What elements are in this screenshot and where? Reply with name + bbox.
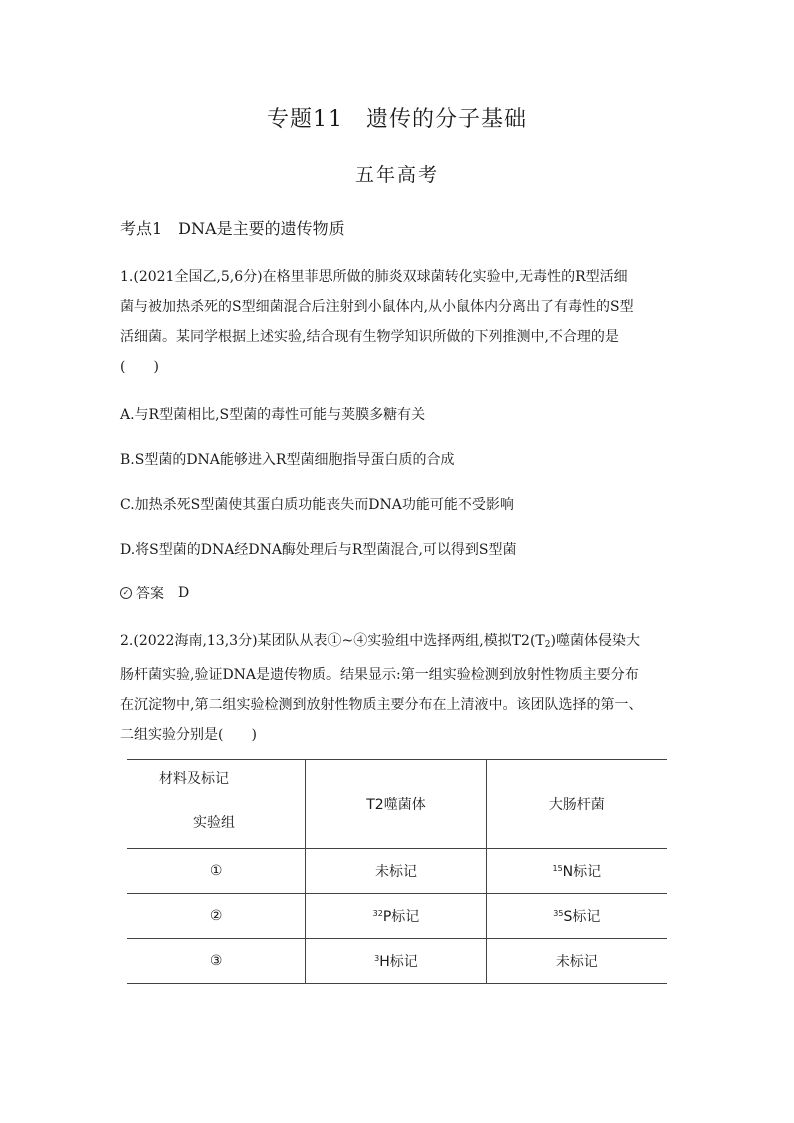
question-2-line-3: 在沉淀物中,第二组实验检测到放射性物质主要分布在上清液中。该团队选择的第一、 [120, 697, 643, 713]
table-row [127, 939, 667, 984]
answer-line [120, 583, 189, 603]
option-b: B.S型菌的DNA能够进入R型菌细胞指导蛋白质的合成 [120, 452, 455, 468]
answer-label: 答案 [136, 586, 164, 602]
ecoli-cell: 未标记 [486, 939, 667, 984]
question-1-line-1: 1.(2021全国乙,5,6分)在格里菲思所做的肺炎双球菌转化实验中,无毒性的R型活细 [120, 269, 628, 285]
question-1-stem [120, 262, 680, 382]
question-2-stem [120, 626, 680, 750]
option-d: D.将S型菌的DNA经DNA酶处理后与R型菌混合,可以得到S型菌 [120, 542, 517, 558]
section-heading: 考点1 DNA是主要的遗传物质 [120, 219, 345, 238]
table-row [127, 849, 667, 894]
question-2-line-1: 2.(2022海南,13,3分)某团队从表①~④实验组中选择两组,模拟$T2(T_2)$噬菌体侵染大 [120, 633, 640, 650]
header-group-label: 实验组 [193, 815, 235, 831]
phage-cell: $^3$H标记 [306, 939, 486, 984]
table-row [127, 894, 667, 939]
group-cell: ② [127, 894, 306, 939]
answer-check-icon: ✓ [120, 587, 132, 599]
answer-value: D [178, 585, 190, 601]
phage-cell: 未标记 [306, 849, 486, 894]
experiment-table [127, 759, 667, 984]
question-2-line-2: 肠杆菌实验,验证DNA是遗传物质。结果显示:第一组实验检测到放射性物质主要分布 [120, 667, 639, 683]
ecoli-cell: $^{15}$N标记 [486, 849, 667, 894]
option-c: C.加热杀死S型菌使其蛋白质功能丧失而DNA功能可能不受影响 [120, 497, 514, 513]
header-phage: T2噬菌体 [306, 760, 486, 849]
ecoli-cell: $^{35}$S标记 [486, 894, 667, 939]
group-cell: ③ [127, 939, 306, 984]
page-subtitle: 五年高考 [354, 164, 439, 186]
phage-cell: $^{32}$P标记 [306, 894, 486, 939]
header-materials-label: 材料及标记 [159, 771, 229, 787]
group-cell: ① [127, 849, 306, 894]
question-1-line-4: ( ) [120, 359, 159, 375]
table-header-row [127, 760, 667, 849]
table-header-diagonal-cell [127, 760, 306, 849]
question-1-line-3: 活细菌。某同学根据上述实验,结合现有生物学知识所做的下列推测中,不合理的是 [120, 329, 619, 345]
question-1-line-2: 菌与被加热杀死的S型细菌混合后注射到小鼠体内,从小鼠体内分离出了有毒性的S型 [120, 299, 634, 315]
question-2-line-4: 二组实验分别是( ) [120, 727, 257, 743]
option-a: A.与R型菌相比,S型菌的毒性可能与荚膜多糖有关 [120, 407, 426, 423]
header-ecoli: 大肠杆菌 [486, 760, 667, 849]
page-title: 专题11 遗传的分子基础 [267, 107, 527, 132]
